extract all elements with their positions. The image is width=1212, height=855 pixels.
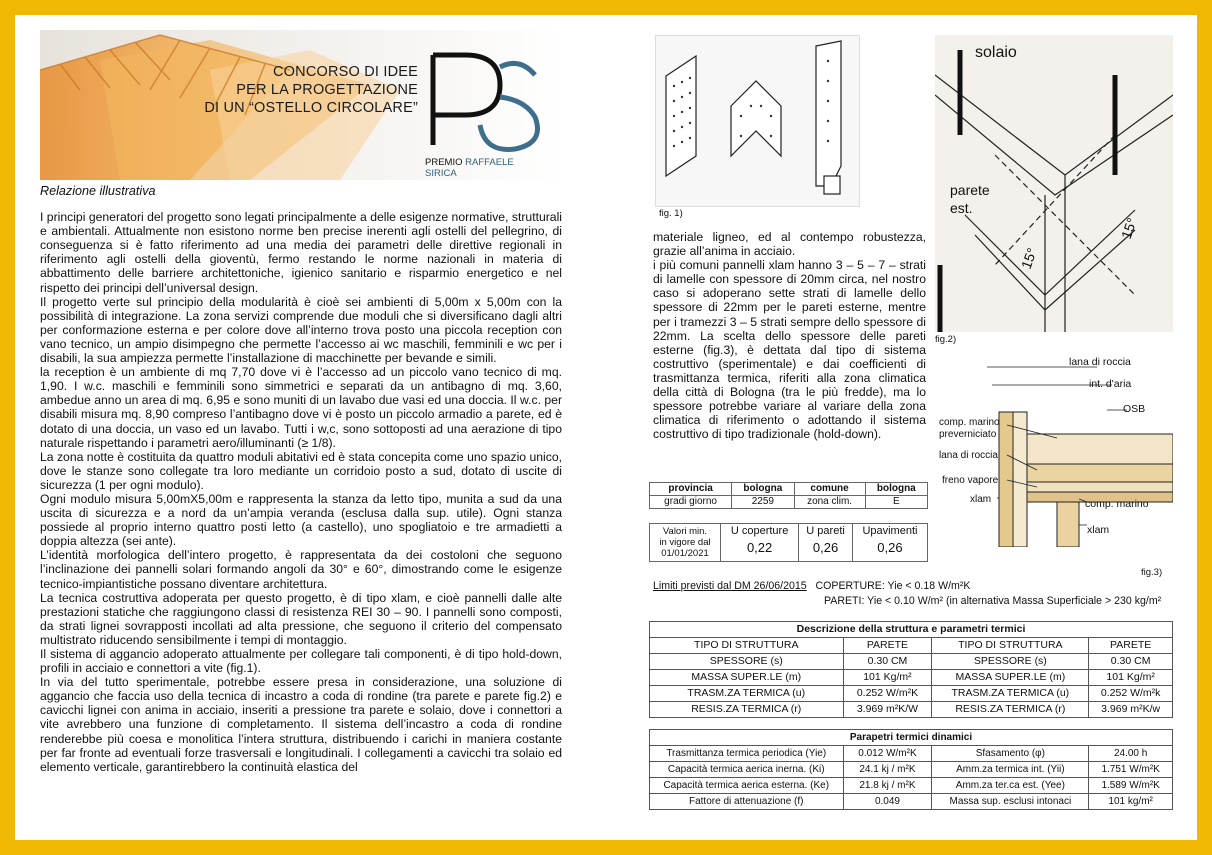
- table-cell: zona clim.: [794, 496, 865, 509]
- figure-1-drawing: [655, 35, 860, 207]
- table-cell: TIPO DI STRUTTURA: [650, 638, 844, 654]
- table-row: [650, 746, 1173, 762]
- limits-block: [653, 579, 1183, 609]
- table-row: [650, 670, 1173, 686]
- label-int-aria: int. d'aria: [1089, 378, 1132, 390]
- u-label-line-3: 01/01/2021: [661, 548, 709, 559]
- table-cell: Amm.za ter.ca est. (Yee): [932, 778, 1089, 794]
- label-parete: parete: [950, 182, 990, 198]
- table-header: U coperture: [721, 524, 799, 540]
- logo-caption-prefix: PREMIO: [425, 157, 466, 168]
- table-cell: 101 Kg/m²: [843, 670, 932, 686]
- label-osb: OSB: [1123, 403, 1146, 415]
- u-validity-label: [650, 524, 721, 562]
- table-header: bologna: [865, 483, 927, 496]
- paragraph: In via del tutto sperimentale, potrebbe essere presa in considerazione, una soluzione di aggancio che faccia uso della tecnica di incastro a coda di rondine (tra parete e parete fig.2) e cavicchi lignei con anima in acciaio, inseriti a pressione tra parete e solaio, dove i connettori a vite avrebbero una funzione di completamento. Il sistema dell’incastro a coda di rondine renderebbe più coesa e monolitica l’intera struttura, distribuendo i carichi in maniera costante per far fronte ad eventuali forze trasversali e longitudinali. I collegamenti a cavicchi tra solaio ed elemento verticale, garantirebbero la continuità elastica del: [40, 675, 562, 774]
- table-cell: Capacità termica aerica esterna. (Ke): [650, 778, 844, 794]
- table-cell: Amm.za termica int. (Yii): [932, 762, 1089, 778]
- title-line-1: CONCORSO DI IDEE: [273, 64, 418, 80]
- table-title: Descrizione della struttura e parametri termici: [650, 622, 1173, 638]
- limits-coperture: COPERTURE: Yie < 0.18 W/m²K: [815, 580, 971, 592]
- table-row: [650, 654, 1173, 670]
- middle-column: [653, 230, 926, 441]
- paragraph: i più comuni pannelli xlam hanno 3 – 5 – 7 – strati di lamelle con spessore di 20mm circa, nel nostro caso si adoperano sette strati di lamelle dello spessore di 22mm per le pareti esterne, mentre per i tramezzi 3 – 5 strati sempre dello spessore di 22mm. La scelta dello spessore delle pareti esterne (fig.3), è dettata dal tipo di sistema costruttivo (sperimentale) e dai coefficienti di trasmittanza termica, riferiti alla zona climatica della città di Bologna (tra le più fredde), ma lo spessore potrebbe variare al variare della zona climatica di riferimento o adottando il sistema costruttivo di tipo tradizionale (hold-down).: [653, 258, 926, 442]
- climate-table: [649, 482, 928, 509]
- relazione-column: [40, 184, 562, 774]
- label-angle-a: 15°: [1017, 245, 1041, 272]
- table-cell: SPESSORE (s): [650, 654, 844, 670]
- dovetail-joint-drawing: [935, 35, 1173, 332]
- figure-2-label: fig.2): [935, 334, 957, 345]
- table-row: [650, 730, 1173, 746]
- ps-logo: [425, 45, 545, 179]
- table-cell: 24.1 kj / m²K: [843, 762, 932, 778]
- limits-pareti: PARETI: Yie < 0.10 W/m² (in alternativa Massa Superficiale > 230 kg/m²: [824, 595, 1162, 607]
- table-cell: Massa sup. esclusi intonaci: [932, 794, 1089, 810]
- label-lana-di-roccia-top: lana di roccia: [1069, 356, 1131, 368]
- paragraph: L’identità morfologica dell’intero progetto, è rappresentata da dei costoloni che seguono l’inclinazione dei pannelli solari formando angoli da 30° e 60°, dimostrando come le esigenze tecnico-impiantistiche possano diventare architettura.: [40, 548, 562, 591]
- table-cell: 2259: [732, 496, 794, 509]
- table-cell: Capacità termica aerica inerna. (Ki): [650, 762, 844, 778]
- table-row: [650, 524, 928, 540]
- table-title: Parapetri termici dinamici: [650, 730, 1173, 746]
- table-cell: 3.969 m²K/w: [1089, 702, 1173, 718]
- table-header: comune: [794, 483, 865, 496]
- table-cell: 0,26: [852, 539, 927, 562]
- table-cell: 101 kg/m²: [1089, 794, 1173, 810]
- table-cell: 101 Kg/m²: [1089, 670, 1173, 686]
- table-header: U pareti: [799, 524, 853, 540]
- u-label-line-1: Valori min.: [662, 526, 708, 537]
- table-cell: 0.252 W/m²K: [843, 686, 932, 702]
- limits-reference: Limiti previsti dal DM 26/06/2015: [653, 580, 807, 592]
- table-cell: 1.751 W/m²K: [1089, 762, 1173, 778]
- label-est: est.: [950, 200, 973, 216]
- table-cell: TRASM.ZA TERMICA (u): [650, 686, 844, 702]
- table-header: bologna: [732, 483, 794, 496]
- paragraph: Il sistema di aggancio adoperato attualmente per collegare tali componenti, è di tipo hold-down, profili in acciaio e connettori a vite (fig.1).: [40, 647, 562, 676]
- table-cell: Trasmittanza termica periodica (Yie): [650, 746, 844, 762]
- table-cell: 24.00 h: [1089, 746, 1173, 762]
- label-angle-b: 15°: [1117, 215, 1141, 242]
- table-cell: 0.252 W/m²k: [1089, 686, 1173, 702]
- label-xlam-right: xlam: [1087, 524, 1110, 536]
- paragraph: materiale ligneo, ed al contempo robustezza, grazie all’anima in acciaio.: [653, 230, 926, 259]
- title-line-2: PER LA PROGETTAZIONE: [236, 82, 418, 98]
- table-cell: Fattore di attenuazione (f): [650, 794, 844, 810]
- figure-3-drawing: [937, 352, 1173, 547]
- label-xlam-left: xlam: [970, 494, 992, 505]
- table-cell: 0,26: [799, 539, 853, 562]
- table-cell: MASSA SUPER.LE (m): [932, 670, 1089, 686]
- logo-caption-name: RAFFAELE SIRICA: [425, 157, 514, 179]
- table-header: Upavimenti: [852, 524, 927, 540]
- table-cell: 0,22: [721, 539, 799, 562]
- table-cell: MASSA SUPER.LE (m): [650, 670, 844, 686]
- table-cell: RESIS.ZA TERMICA (r): [650, 702, 844, 718]
- label-comp-marino-prev-2: preverniciato: [939, 429, 997, 440]
- label-comp-marino-prev-1: comp. marino: [939, 417, 1000, 428]
- table-cell: RESIS.ZA TERMICA (r): [932, 702, 1089, 718]
- paragraph: la reception è un ambiente di mq 7,70 dove vi è l’accesso ad un piccolo vano tecnico di mq. 1,90. I w.c. maschili e femminili sono simmetrici e separati da un antibagno di mq. 3,60, ambedue anno un area di mq. 6,95 e sono muniti di un lavabo due vasi ed una doccia. Il w.c. per disabili misura mq. 8,90 compreso l’antibagno dove vi è posto un piccolo armadio a parete, ed è dotato di una doccia, un vaso ed un lavabo. Tutti i w,c, sono sottoposti ad una aerazione di tipo naturale rispettando i parametri aero/illuminanti (≥ 1/8).: [40, 365, 562, 450]
- structure-description-table: [649, 621, 1173, 718]
- table-cell: 0.30 CM: [1089, 654, 1173, 670]
- paragraph: La zona notte è costituita da quattro moduli abitativi ed è stata concepita come uno spazio unico, dove le stanze sono collegate tra loro mediante un corridoio posto a sud, dotato di uscite di sicurezza (1 per ogni modulo).: [40, 449, 562, 492]
- ps-logo-mark: [425, 45, 545, 155]
- label-freno-vapore: freno vapore: [942, 475, 999, 486]
- paragraph: Il progetto verte sul principio della modularità è cioè sei ambienti di 5,00m x 5,00m con la possibilità di integrazione. La zona servizi comprende due moduli che si diversificano dagli altri per conformazione esterna e per colore dove all’interno trova posto una piccola reception con vano tecnico, un ampio disimpegno che permette l’accesso ai wc maschili, femminili e wc per i disabili, la sua ampiezza permette l’installazione di macchinette per bevande e simili.: [40, 294, 562, 366]
- table-header: provincia: [650, 483, 732, 496]
- paragraph: Ogni modulo misura 5,00mX5,00m e rappresenta la stanza da letto tipo, munita a sud da una uscita di sicurezza e a nord da un’ampia veranda (esclusa dalla sup. utile). Ogni stanza possiede al proprio interno quattro posti letto (a castello), uno spogliatoio e tre armadietti a doppia altezza (sei ante).: [40, 491, 562, 549]
- table-cell: PARETE: [1089, 638, 1173, 654]
- table-row: [650, 496, 928, 509]
- header-banner: [40, 30, 565, 180]
- paragraph: La tecnica costruttiva adoperata per questo progetto, è di tipo xlam, e cioè pannelli dalle alte prestazioni statiche che raggiungono classi di resistenza REI 30 – 90. I pannelli sono composti, da strati lignei sovrapposti incollati ad alta pressione, che seguono il criterio del compensato multistrato riducendo sensibilmente i tempi di montaggio.: [40, 590, 562, 647]
- table-row: [650, 702, 1173, 718]
- u-label-line-2: in vigore dal: [659, 537, 711, 548]
- table-cell: 0.049: [843, 794, 932, 810]
- figure-1-label: fig. 1): [659, 208, 683, 219]
- table-row: [650, 622, 1173, 638]
- figure-3-label: fig.3): [1141, 567, 1163, 578]
- table-row: [650, 638, 1173, 654]
- table-cell: 0.012 W/m²K: [843, 746, 932, 762]
- table-row: [650, 483, 928, 496]
- table-row: [650, 762, 1173, 778]
- wall-section-drawing: [937, 352, 1173, 547]
- table-cell: Sfasamento (φ): [932, 746, 1089, 762]
- section-subtitle: Relazione illustrativa: [40, 184, 156, 198]
- label-comp-marino-right: comp. marino: [1085, 498, 1149, 510]
- u-values-table: [649, 523, 928, 562]
- table-cell: 3.969 m²K/W: [843, 702, 932, 718]
- table-cell: TRASM.ZA TERMICA (u): [932, 686, 1089, 702]
- table-cell: PARETE: [843, 638, 932, 654]
- table-cell: SPESSORE (s): [932, 654, 1089, 670]
- table-row: [650, 794, 1173, 810]
- table-cell: gradi giorno: [650, 496, 732, 509]
- paragraph: I principi generatori del progetto sono legati principalmente a delle esigenze normative, strutturali e ambientali. Attualmente non esistono norme ben precise inerenti agli ostelli del pellegrino, di conseguenza si è fatto riferimento ad una media dei parametri delle direttive regionali in riferimento agli ostelli della gioventù, fermo restando le norme nazionali in materia di abbattimento delle barriere architettoniche, igienico sanitario e risparmio energetico e nel rispetto dei principi dell’universal design.: [40, 210, 562, 295]
- logo-caption: [425, 157, 545, 179]
- hold-down-connectors-drawing: [656, 36, 859, 206]
- table-cell: TIPO DI STRUTTURA: [932, 638, 1089, 654]
- label-solaio: solaio: [975, 44, 1017, 61]
- table-row: [650, 778, 1173, 794]
- table-cell: 21.8 kj / m²K: [843, 778, 932, 794]
- table-row: [650, 686, 1173, 702]
- competition-title: [178, 63, 418, 117]
- title-line-3: DI UN “OSTELLO CIRCOLARE”: [204, 100, 418, 116]
- figure-2-drawing: [935, 35, 1173, 332]
- dynamic-parameters-table: [649, 729, 1173, 810]
- table-cell: E: [865, 496, 927, 509]
- table-cell: 0.30 CM: [843, 654, 932, 670]
- table-cell: 1.589 W/m²K: [1089, 778, 1173, 794]
- label-lana-di-roccia-mid: lana di roccia: [939, 450, 998, 461]
